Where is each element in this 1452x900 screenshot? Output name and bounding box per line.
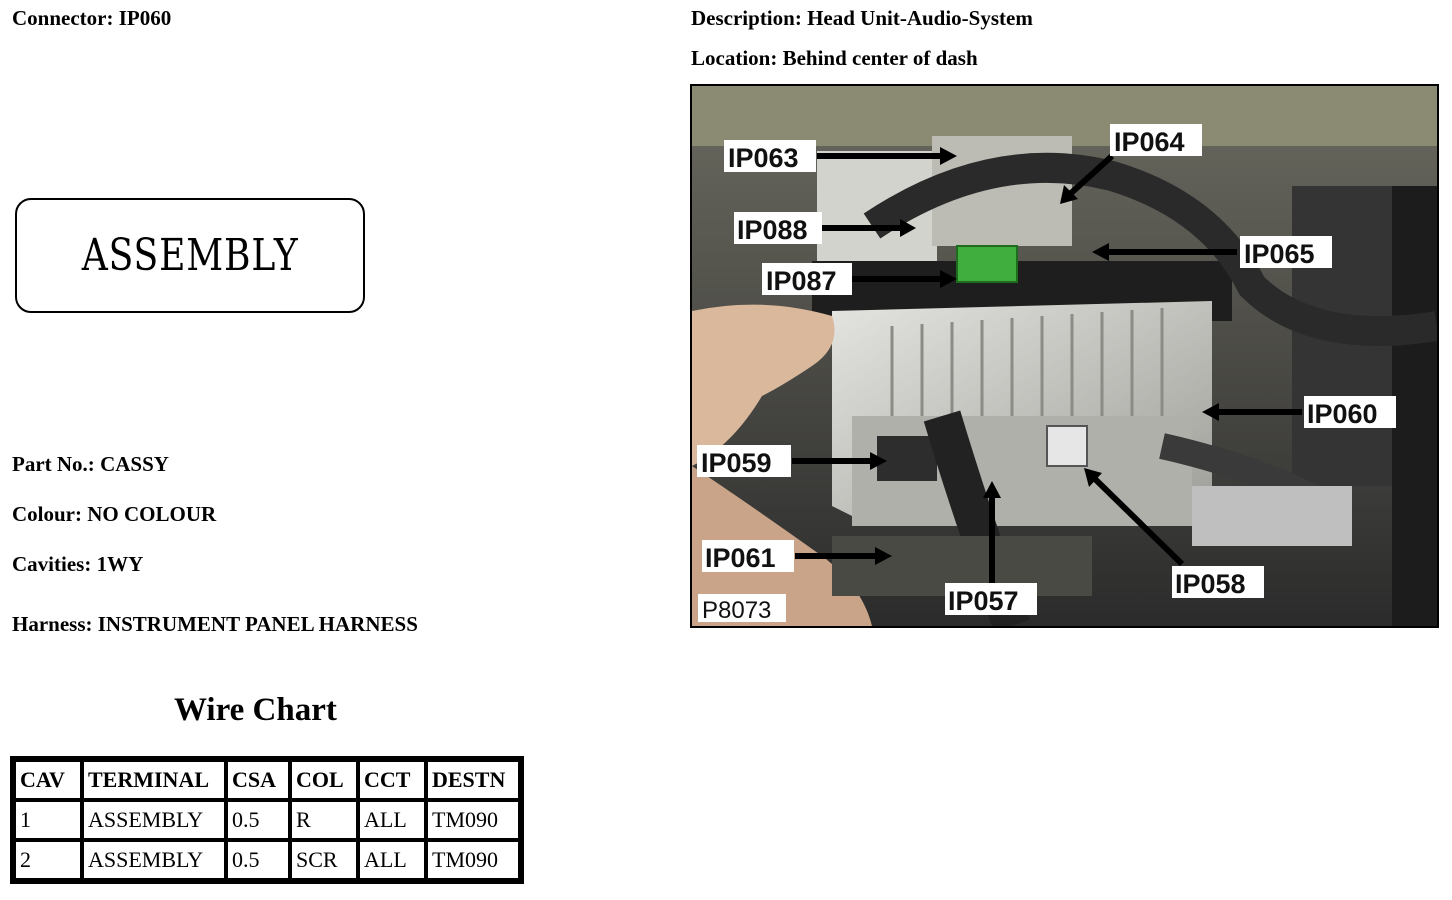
green-connector [957,246,1017,282]
callout-ip088-label: IP088 [737,215,808,245]
cell-terminal: ASSEMBLY [82,840,226,880]
part-no-label: Part No.: [12,452,95,476]
rear-port [877,436,937,481]
callout-ip060-label: IP060 [1307,399,1378,429]
callout-ip058-label: IP058 [1175,569,1246,599]
callout-ip061-label: IP061 [705,543,776,573]
callout-ip059-label: IP059 [701,448,772,478]
table-row [14,840,520,880]
cell-cav: 2 [14,840,82,880]
header-destn: DESTN [426,760,520,800]
callout-ip065 [1240,236,1332,269]
cell-cct: ALL [358,800,426,840]
table-row [14,800,520,840]
header-cav: CAV [14,760,82,800]
description-field [691,8,1033,29]
harness-label: Harness: [12,612,93,636]
callout-ip063-label: IP063 [728,143,799,173]
connector-field [12,8,171,29]
cell-col: R [290,800,358,840]
right-trim [1392,186,1437,626]
wire-chart-title: Wire Chart [174,692,337,728]
harness-value: INSTRUMENT PANEL HARNESS [97,612,418,636]
header-terminal: TERMINAL [82,760,226,800]
callout-ip061 [702,540,794,573]
figure-id [698,594,786,624]
callout-ip064 [1110,124,1202,157]
callout-ip065-label: IP065 [1244,239,1315,269]
part-no-field [12,454,169,475]
table-header-row [14,760,520,800]
location-field [691,48,978,69]
location-value: Behind center of dash [782,46,978,70]
cavities-field [12,554,143,575]
cell-cct: ALL [358,840,426,880]
callout-ip088 [734,212,822,245]
cavities-value: 1WY [96,552,144,576]
header-cct: CCT [358,760,426,800]
location-label: Location: [691,46,778,70]
header-col: COL [290,760,358,800]
callout-ip057-label: IP057 [948,586,1019,616]
cavities-label: Cavities: [12,552,92,576]
location-photo-drawing [692,86,1437,626]
lower-right-panel [1192,486,1352,546]
callout-ip060 [1304,396,1396,429]
description-value: Head Unit-Audio-System [807,6,1033,30]
callout-ip087-label: IP087 [766,266,837,296]
colour-label: Colour: [12,502,82,526]
white-connector [1047,426,1087,466]
assembly-box [15,198,365,313]
cell-destn: TM090 [426,800,520,840]
cell-destn: TM090 [426,840,520,880]
harness-field [12,614,418,635]
callout-ip058 [1172,566,1264,599]
cell-terminal: ASSEMBLY [82,800,226,840]
description-label: Description: [691,6,802,30]
callout-ip059 [697,445,791,478]
cell-col: SCR [290,840,358,880]
callout-ip064-label: IP064 [1114,127,1185,157]
colour-value: NO COLOUR [87,502,217,526]
assembly-box-text: ASSEMBLY [81,230,299,281]
callout-ip057 [945,583,1037,616]
connector-value: IP060 [118,6,172,30]
callout-ip063 [724,140,816,173]
callout-ip087 [762,263,852,296]
cell-csa: 0.5 [226,800,290,840]
cell-cav: 1 [14,800,82,840]
colour-field [12,504,216,525]
location-photo [690,84,1439,628]
connector-label: Connector: [12,6,114,30]
cell-csa: 0.5 [226,840,290,880]
figure-id-label: P8073 [702,597,772,624]
header-csa: CSA [226,760,290,800]
wire-chart-table [10,756,524,884]
part-no-value: CASSY [100,452,169,476]
